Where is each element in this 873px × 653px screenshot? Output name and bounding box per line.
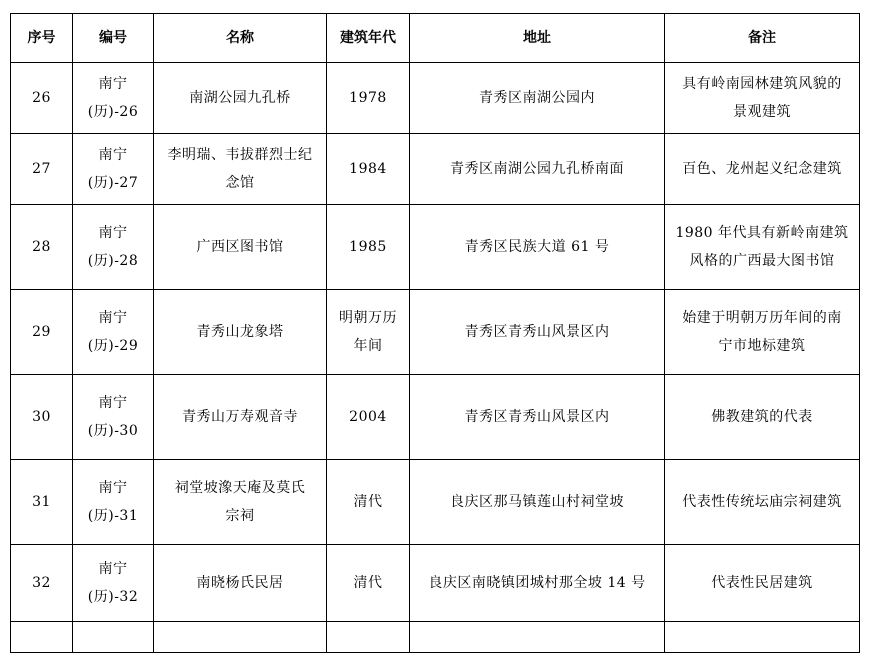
cell-name: 南湖公园九孔桥: [154, 63, 327, 134]
cell-year: 清代: [327, 460, 410, 545]
cell-name: 南晓杨氏民居: [154, 545, 327, 622]
cell-address: 青秀区南湖公园九孔桥南面: [410, 134, 665, 205]
cell-address: 青秀区青秀山风景区内: [410, 290, 665, 375]
cell-address: 青秀区民族大道 61 号: [410, 205, 665, 290]
cell-note: 百色、龙州起义纪念建筑: [665, 134, 860, 205]
cell-seq: 27: [11, 134, 73, 205]
header-code: 编号: [73, 14, 154, 63]
cell-seq: 31: [11, 460, 73, 545]
table-row: [11, 545, 860, 622]
table-row: [11, 134, 860, 205]
cell-code: 南宁 (历)-32: [73, 545, 154, 622]
cell-address: 良庆区南晓镇团城村那全坡 14 号: [410, 545, 665, 622]
header-note: 备注: [665, 14, 860, 63]
table-row: [11, 460, 860, 545]
cell-address: 青秀区南湖公园内: [410, 63, 665, 134]
cell-note: 代表性民居建筑: [665, 545, 860, 622]
header-year: 建筑年代: [327, 14, 410, 63]
cell-note: 代表性传统坛庙宗祠建筑: [665, 460, 860, 545]
cell-year: 2004: [327, 375, 410, 460]
cell-code: 南宁 (历)-26: [73, 63, 154, 134]
cell-address: 青秀区青秀山风景区内: [410, 375, 665, 460]
cell-name: 祠堂坡潒天庵及莫氏 宗祠: [154, 460, 327, 545]
cell-year: 1978: [327, 63, 410, 134]
cell-seq: 26: [11, 63, 73, 134]
cell-code: 南宁 (历)-28: [73, 205, 154, 290]
cell-note: 1980 年代具有新岭南建筑 风格的广西最大图书馆: [665, 205, 860, 290]
cell-note: 始建于明朝万历年间的南 宁市地标建筑: [665, 290, 860, 375]
cell-name: 广西区图书馆: [154, 205, 327, 290]
cell-note: 佛教建筑的代表: [665, 375, 860, 460]
cell-year: 1984: [327, 134, 410, 205]
heritage-table: [10, 13, 860, 653]
cell-note: 具有岭南园林建筑风貌的 景观建筑: [665, 63, 860, 134]
cell-code: 南宁 (历)-30: [73, 375, 154, 460]
cell-year: 1985: [327, 205, 410, 290]
table-row: [11, 63, 860, 134]
cell-seq: 28: [11, 205, 73, 290]
cell-name: 李明瑞、韦拔群烈士纪 念馆: [154, 134, 327, 205]
cell-year: 明朝万历 年间: [327, 290, 410, 375]
table-row: [11, 290, 860, 375]
cell-seq: 32: [11, 545, 73, 622]
header-seq: 序号: [11, 14, 73, 63]
cell-seq: 29: [11, 290, 73, 375]
table-row: [11, 375, 860, 460]
table-header-row: [11, 14, 860, 63]
cell-code: 南宁 (历)-27: [73, 134, 154, 205]
table-row-partial: [11, 622, 860, 653]
cell-code: 南宁 (历)-29: [73, 290, 154, 375]
cell-code: 南宁 (历)-31: [73, 460, 154, 545]
cell-name: 青秀山龙象塔: [154, 290, 327, 375]
cell-name: 青秀山万寿观音寺: [154, 375, 327, 460]
table-row: [11, 205, 860, 290]
cell-year: 清代: [327, 545, 410, 622]
header-address: 地址: [410, 14, 665, 63]
header-name: 名称: [154, 14, 327, 63]
cell-address: 良庆区那马镇莲山村祠堂坡: [410, 460, 665, 545]
cell-seq: 30: [11, 375, 73, 460]
